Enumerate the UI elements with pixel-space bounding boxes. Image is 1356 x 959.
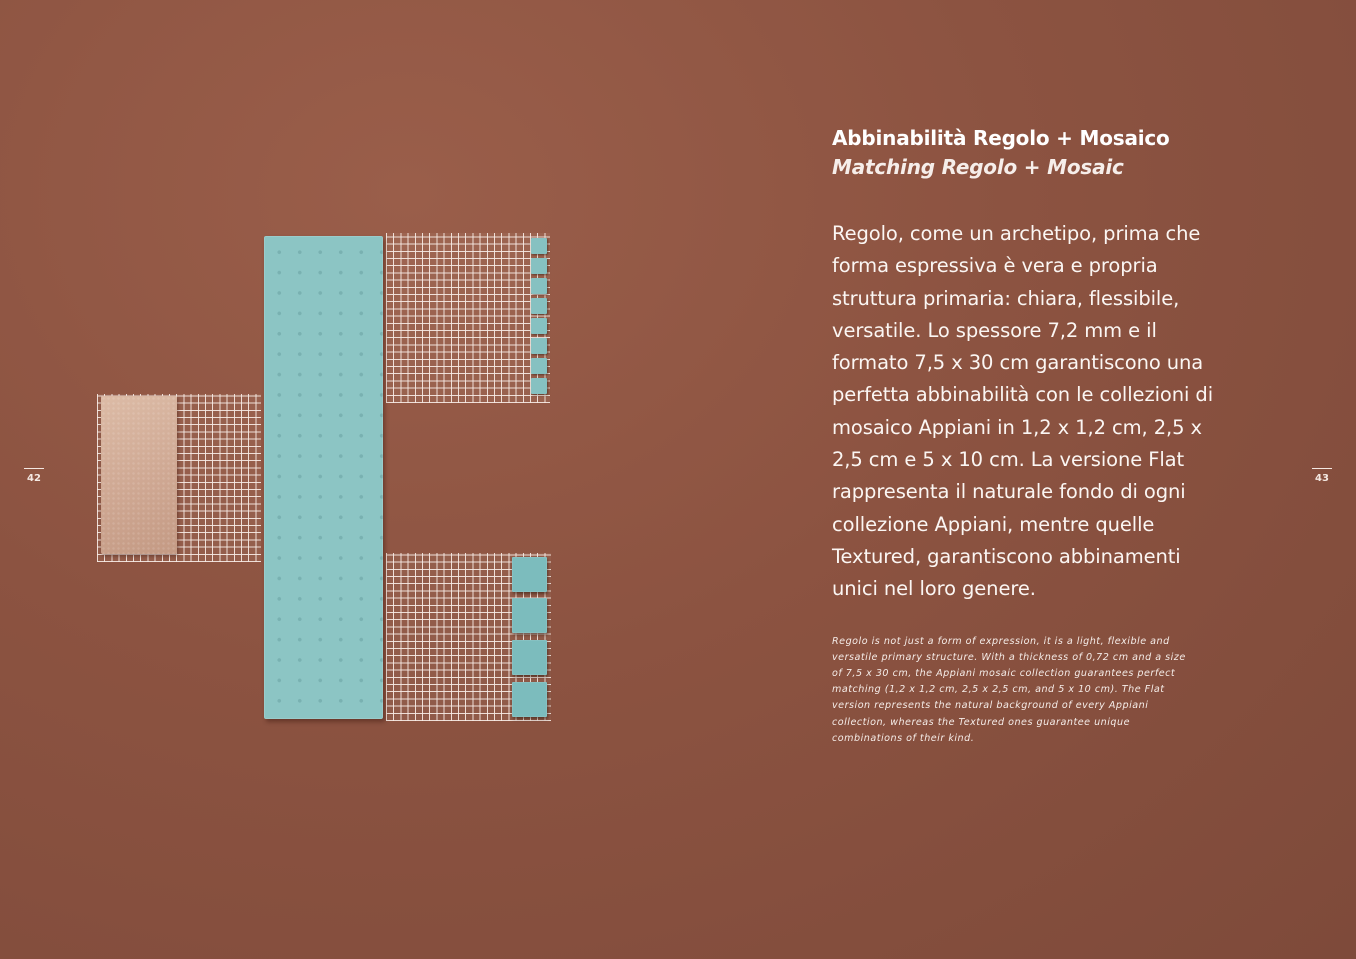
body-text-italian: Regolo, come un archetipo, prima che forma espressiva è vera e propria struttura primaria: chiara, flessibile, versatile. Lo spessore 7,2 mm e il formato 7,5 x 30 cm garantiscono una perfetta abbinabilità con le collezioni di mosaico Appiani in 1,2 x 1,2 cm, 2,5 x 2,5 cm e 5 x 10 cm. La versione Flat rappresenta il naturale fondo di ogni collezione Appiani, mentre quelle Textured, garantiscono abbinamenti unici nel loro genere. [832,222,1214,601]
mosaic-chip-1-2 [531,358,547,374]
mosaic-chip-1-2 [531,378,547,394]
mosaic-chip-2-5 [512,598,547,633]
mosaic-chip-1-2 [531,278,547,294]
heading-italian: Abbinabilità Regolo + Mosaico [832,126,1170,150]
regolo-tile-textured [264,236,383,719]
mosaic-chip-1-2 [531,318,547,334]
body-text-english: Regolo is not just a form of expression, it is a light, flexible and versatile primary structure. With a thickness of 0,72 cm and a size of 7,5 x 30 cm, the Appiani mosaic collection guarantees perfect matching (1,2 x 1,2 cm, 2,5 x 2,5 cm, and 5 x 10 cm). The Flat version represents the natural background of every Appiani collection, whereas the Textured ones guarantee unique combinations of their kind. [832,635,1186,744]
page-number-right: 43 [1312,468,1332,484]
page-number-left: 42 [24,468,44,484]
mosaic-chip-2-5 [512,640,547,675]
mosaic-chip-1-2 [531,338,547,354]
heading-english: Matching Regolo + Mosaic [832,155,1124,179]
beige-tile-texture [101,396,177,554]
mesh-sheet-top-right [386,233,550,403]
mosaic-chip-2-5 [512,557,547,592]
mosaic-chip-2-5 [512,682,547,717]
beige-mosaic-tile-5x10 [101,396,177,554]
mosaic-chip-1-2 [531,298,547,314]
mosaic-chip-1-2 [531,238,547,254]
text-column [832,124,1222,747]
mosaic-chip-1-2 [531,258,547,274]
